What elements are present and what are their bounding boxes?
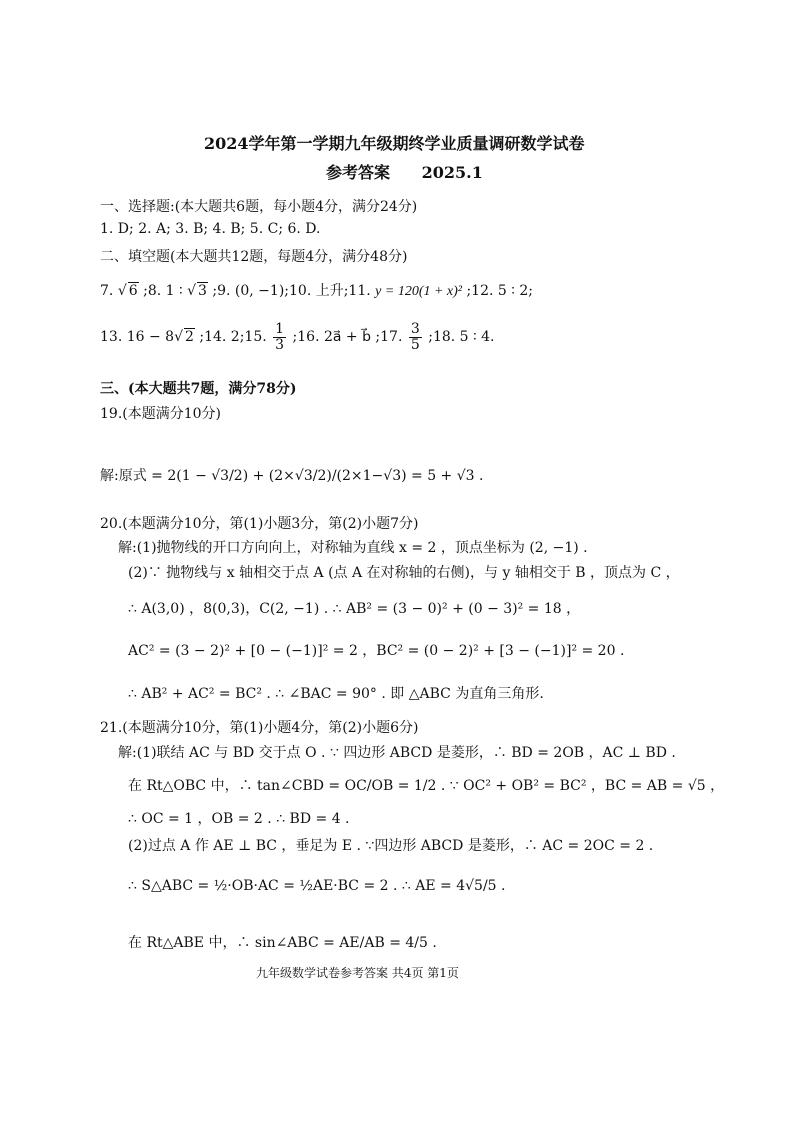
q7-label: 7. xyxy=(100,283,114,299)
q15-fraction xyxy=(273,322,286,352)
q20-line-4: AC² = (3 − 2)² + [0 − (−1)]² = 2 ，BC² = (0 − 2)² + [3 − (−1)]² = 20 . xyxy=(128,643,625,659)
page-footer: 九年级数学试卷参考答案 共4页 第1页 xyxy=(256,966,459,980)
q21-line-3: ∴ OC = 1 ，OB = 2 . ∴ BD = 4 . xyxy=(128,811,350,827)
q12-text: ;12. 5 ∶ 2; xyxy=(466,283,533,299)
fill-in-row-1 xyxy=(100,280,533,300)
q13-sqrt: √ 2 xyxy=(174,329,194,346)
q14-15-text: ;14. 2;15. xyxy=(199,329,267,346)
q9-q11-text: ;9. (0, −1);10. 上升;11. xyxy=(212,283,371,299)
q15-numerator: 1 xyxy=(275,321,285,337)
page-subtitle xyxy=(326,160,483,183)
section2-heading: 二、填空题(本大题共12题，每题4分，满分48分) xyxy=(100,249,408,265)
subtitle-date: 2025.1 xyxy=(421,163,483,182)
q21-line-2: 在 Rt△OBC 中，∴ tan∠CBD = OC/OB = 1/2 . ∵ OC² + OB² = BC² ，BC = AB = √5 ， xyxy=(128,778,725,794)
q19-solution: 解:原式 = 2(1 − √3/2) + (2×√3/2)/(2×1−√3) = 5 + √3 . xyxy=(100,468,484,484)
fill-in-row-2 xyxy=(100,322,494,352)
subtitle-label: 参考答案 xyxy=(326,163,391,182)
q15-denominator: 3 xyxy=(275,336,285,353)
q20-line-3: ∴ A(3,0) ，8(0,3)，C(2, −1) . ∴ AB² = (3 − 0)² + (0 − 3)² = 18 ， xyxy=(128,601,581,617)
q20-line-2: (2)∵ 抛物线与 x 轴相交于点 A (点 A 在对称轴的右侧)，与 y 轴相交于 B ，顶点为 C ， xyxy=(128,565,680,581)
q13-text: 13. 16 − 8 xyxy=(100,329,175,346)
q21-line-5: ∴ S△ABC = ½·OB·AC = ½AE·BC = 2 . ∴ AE = 4√5/5 . xyxy=(128,878,506,894)
q18-text: ;18. 5 ∶ 4. xyxy=(428,329,495,346)
page-title: 2024学年第一学期九年级期终学业质量调研数学试卷 xyxy=(204,134,585,153)
section1-heading: 一、选择题:(本大题共6题，每小题4分，满分24分) xyxy=(100,199,418,215)
q8-sqrt: √ 3 xyxy=(187,283,207,299)
q16-17-text: ;16. 2a⃗ + b⃗ ;17. xyxy=(292,329,403,346)
section1-answers: 1. D; 2. A; 3. B; 4. B; 5. C; 6. D. xyxy=(100,221,321,237)
q17-denominator: 5 xyxy=(410,336,420,353)
section3-heading: 三、(本大题共7题，满分78分) xyxy=(100,381,297,397)
q7-sqrt: √ 6 xyxy=(117,283,138,299)
q20-line-1: 解:(1)抛物线的开口方向向上，对称轴为直线 x = 2 ，顶点坐标为 (2, −1) . xyxy=(118,540,588,556)
q20-heading: 20.(本题满分10分，第(1)小题3分，第(2)小题7分) xyxy=(100,516,419,532)
q20-line-5: ∴ AB² + AC² = BC² . ∴ ∠BAC = 90° . 即 △ABC 为直角三角形. xyxy=(128,686,544,702)
q11-expression: y = 120(1 + x)² xyxy=(375,284,462,299)
q21-line-1: 解:(1)联结 AC 与 BD 交于点 O . ∵ 四边形 ABCD 是菱形，∴ BD = 2OB ，AC ⊥ BD . xyxy=(118,745,676,761)
q8-text: ;8. 1 ∶ xyxy=(143,283,183,299)
q19-heading: 19.(本题满分10分) xyxy=(100,406,222,422)
q17-fraction xyxy=(409,322,422,352)
q21-line-6: 在 Rt△ABE 中，∴ sin∠ABC = AE/AB = 4/5 . xyxy=(128,935,437,951)
q17-numerator: 3 xyxy=(410,321,420,337)
q21-heading: 21.(本题满分10分，第(1)小题4分，第(2)小题6分) xyxy=(100,720,419,736)
q21-line-4: (2)过点 A 作 AE ⊥ BC ，垂足为 E . ∵四边形 ABCD 是菱形，∴ AC = 2OC = 2 . xyxy=(128,838,654,854)
